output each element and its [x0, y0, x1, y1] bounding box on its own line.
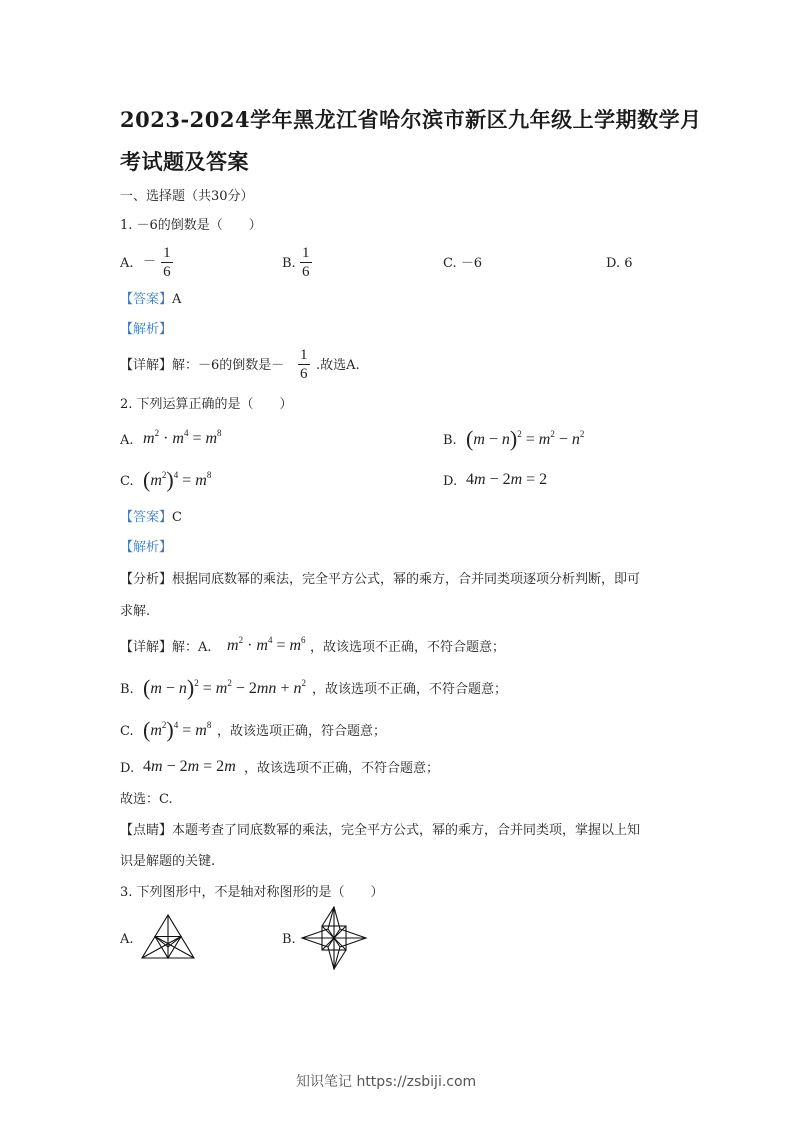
- q1-answer: [120, 292, 181, 308]
- q1-option-a-label: A.: [120, 256, 134, 271]
- answer-value: C: [172, 510, 182, 525]
- q3-stem: 3. 下列图形中，不是轴对称图形的是（ ）: [120, 885, 384, 900]
- q1-detail: [120, 358, 284, 374]
- q2-detail-b-formula: $(m - n)^2 = m^2 - 2mn + n^2$: [143, 675, 306, 700]
- q1-option-b-label: B.: [282, 256, 296, 271]
- detail-tag: 【详解】: [120, 640, 173, 655]
- answer-tag: 【答案】: [120, 292, 173, 307]
- q2-option-b-formula: $(m - n)^2 = m^2 - n^2$: [466, 426, 585, 451]
- fraction-denominator: 6: [302, 264, 310, 280]
- inner-line: [168, 937, 181, 948]
- q2-option-d-formula: 4m − 2m = 2: [466, 471, 548, 488]
- q2-detail-c-formula: $(m^2)^4 = m^8$: [143, 717, 212, 742]
- q2-option-a-label: A.: [120, 433, 134, 448]
- detail-tag: 【详解】: [120, 358, 173, 373]
- q1-stem: 1. －6的倒数是（ ）: [120, 218, 262, 233]
- q3-option-a-figure: [140, 913, 196, 961]
- q2-detail-c-suffix: ，故该选项正确，符合题意；: [217, 724, 387, 739]
- q2-option-a-formula: $m^2 \cdot m^4 = m^8$: [143, 428, 222, 447]
- q2-comment-line1: [120, 823, 640, 839]
- q2-detail-d-prefix: D.: [120, 761, 135, 776]
- q2-option-c-formula: $(m^2)^4 = m^8$: [143, 467, 212, 492]
- fraction-denominator: 6: [300, 366, 308, 382]
- q3-option-a-label: A.: [120, 932, 134, 947]
- q2-detail-a-suffix: ，故该选项不正确，不符合题意；: [310, 640, 506, 655]
- q1-option-c: C. －6: [443, 256, 483, 271]
- fraction-numerator: 1: [300, 347, 308, 363]
- q3-option-b-label: B.: [282, 932, 296, 947]
- q3-option-b-figure: [300, 906, 368, 970]
- q2-detail-a-formula: $m^2 \cdot m^4 = m^6$: [227, 635, 306, 654]
- q2-option-b-label: B.: [443, 433, 457, 448]
- fraction-numerator: 1: [302, 245, 310, 261]
- doc-title-line2: 考试题及答案: [120, 149, 249, 174]
- q2-comment-line2: 识是解题的关键.: [120, 854, 216, 869]
- q1-option-a-sign: －: [143, 254, 157, 270]
- q2-detail-a: [120, 640, 212, 656]
- inner-line: [155, 937, 168, 948]
- fraction: [298, 346, 310, 383]
- section-heading: 一、选择题（共30分）: [120, 189, 254, 204]
- q1-detail-end: .故选A.: [316, 358, 360, 373]
- fraction-denominator: 6: [163, 264, 171, 280]
- q2-detail-c-prefix: C.: [120, 724, 134, 739]
- footer-watermark[interactable]: 知识笔记 https://zsbiji.com: [296, 1074, 477, 1090]
- inner-line: [334, 950, 346, 969]
- q2-analysis-line1: [120, 572, 640, 588]
- q1-option-d: D. 6: [606, 256, 633, 271]
- q2-option-d-label: D.: [443, 474, 458, 489]
- answer-tag: 【答案】: [120, 510, 173, 525]
- analysis-tag: 【分析】: [120, 572, 173, 587]
- fraction-numerator: 1: [163, 245, 171, 261]
- q2-option-c-label: C.: [120, 474, 134, 489]
- analysis-text: 根据同底数幂的乘法，完全平方公式，幂的乘方，合并同类项逐项分析判断，即可: [172, 572, 641, 587]
- inner-line: [322, 907, 334, 926]
- q1-option-a-fraction: [161, 244, 173, 281]
- detail-text: 解：－6的倒数是－: [172, 358, 285, 373]
- q2-detail-d-formula: 4m − 2m = 2m: [143, 758, 236, 775]
- doc-title-line1: 2023-2024学年黑龙江省哈尔滨市新区九年级上学期数学月: [120, 107, 702, 132]
- q2-stem: 2. 下列运算正确的是（ ）: [120, 397, 293, 412]
- q2-conclusion: 故选：C.: [120, 792, 173, 807]
- q1-jiexi-tag: 【解析】: [120, 322, 173, 337]
- q1-detail-fraction: [298, 346, 310, 383]
- q2-detail-b-prefix: B.: [120, 682, 134, 697]
- q2-jiexi-tag: 【解析】: [120, 540, 173, 555]
- comment-text: 本题考查了同底数幂的乘法，完全平方公式，幂的乘方，合并同类项，掌握以上知: [172, 823, 641, 838]
- q2-detail-b-suffix: ，故该选项不正确，不符合题意；: [312, 682, 508, 697]
- q1-option-b-expression: [300, 244, 312, 281]
- q2-answer: [120, 510, 182, 526]
- q1-option-b-fraction: [300, 244, 312, 281]
- answer-value: A: [172, 292, 182, 307]
- detail-prefix: 解：A.: [172, 640, 212, 655]
- q1-option-a-expression: [143, 244, 173, 281]
- q2-analysis-line2: 求解.: [120, 604, 151, 619]
- q2-detail-d-suffix: ，故该选项不正确，不符合题意；: [244, 761, 440, 776]
- comment-tag: 【点睛】: [120, 823, 173, 838]
